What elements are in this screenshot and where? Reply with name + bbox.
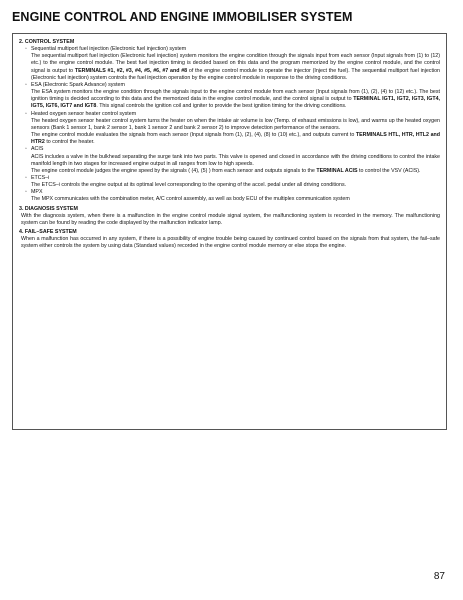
section-fail-safe-system bbox=[19, 229, 440, 250]
page-number: 87 bbox=[433, 571, 445, 582]
list-item bbox=[19, 46, 440, 82]
list-item bbox=[19, 189, 440, 203]
bullet-title: ◦ MPX bbox=[19, 189, 440, 196]
paragraph: The engine control module evaluates the signals from each sensor (Input signals from (1), (2), (4), (8) to (10) etc.), and outputs current to TERMINALS HTL, HTR, HTL2 and HTR2 to control the heater. bbox=[31, 132, 440, 146]
section-heading: 2. CONTROL SYSTEM bbox=[19, 39, 75, 45]
paragraph: The sequential multiport fuel injection (Electronic fuel injection) system monitors the engine condition through the signals input from each sensor (Input signals from (1) to (12) etc.) to the engine control module. The best fuel injection timing is decided based on this data and the program memorized by the engine control module, and the control signal is output to TERMINALS #1, #2, #3, #4, #5, #6, #7 and #8 of the engine control module to operate the injector (Inject the fuel). The sequential multiport fuel injection (Electronic fuel injection) system controls the fuel injection operation by the engine control module in response to the driving conditions. bbox=[31, 53, 441, 81]
section-heading: 4. FAIL–SAFE SYSTEM bbox=[19, 229, 77, 236]
section-heading: 3. DIAGNOSIS SYSTEM bbox=[19, 205, 78, 212]
paragraph: With the diagnosis system, when there is a malfunction in the engine control module signal system, the malfunctioning system is recorded in the memory. The malfunctioning system can be found by reading the code displayed by the malfunction indicator lamp. bbox=[21, 212, 440, 226]
bullet-title: ◦ ACIS bbox=[19, 146, 440, 153]
section-control-system bbox=[19, 39, 440, 204]
list-item bbox=[19, 82, 440, 111]
list-item bbox=[19, 175, 440, 189]
bullet-title: ◦ Sequential multiport fuel injection (Electronic fuel injection) system bbox=[19, 46, 440, 53]
section-diagnosis-system bbox=[19, 206, 440, 227]
paragraph: The engine control module judges the engine speed by the signals ( (4), (5) ) from each sensor and outputs signals to the TERMINAL ACIS to control the VSV (ACIS). bbox=[31, 167, 421, 174]
paragraph: The ESA system monitors the engine condition through the signals input to the engine control module from each sensor (Input signals from (1), (2), (4) to (12) etc.). The best ignition timing is decided according to this data and the memorized data in the engine control module, and the control signal is output to TERMINAL IGT1, IGT2, IGT3, IGT4, IGT5, IGT6, IGT7 and IGT8. This signal controls the ignition coil and igniter to provide the best ignition timing for the driving conditions. bbox=[31, 89, 440, 110]
bullet-title: ◦ ESA (Electronic Spark Advance) system bbox=[19, 82, 440, 89]
paragraph: ACIS includes a valve in the bulkhead separating the surge tank into two parts. This valve is opened and closed in accordance with the driving conditions to control the intake manifold length in two stages for increased engine output in all ranges from low to high speeds. bbox=[31, 153, 440, 167]
list-item bbox=[19, 111, 440, 147]
page-title: ENGINE CONTROL AND ENGINE IMMOBILISER SYSTEM bbox=[12, 10, 353, 24]
content-frame bbox=[12, 33, 447, 430]
paragraph: The MPX communicates with the combination meter, A/C control assembly, as well as body ECU of the multiplex communication system bbox=[31, 196, 350, 203]
paragraph: The ETCS–i controls the engine output at its optimal level corresponding to the opening of the accel. pedal under all driving conditions. bbox=[31, 182, 347, 189]
bullet-title: ◦ ETCS–i bbox=[19, 175, 440, 182]
paragraph: The heated oxygen sensor heater control system turns the heater on when the intake air volume is low (Temp. of exhaust emissions is low), and warms up the heated oxygen sensors (Bank 1 sensor 1, bank 2 sensor 1, bank 1 sensor 2 and bank 2 sensor 2) to improve detection performance of the sensors. bbox=[31, 117, 440, 131]
paragraph: When a malfunction has occurred in any system, if there is a possibility of engine trouble being caused by continued control based on the signals from that system, the fail–safe system either controls the system by using data (Standard values) recorded in the engine control module memory or else stops the engine. bbox=[21, 236, 440, 250]
bullet-title: ◦ Heated oxygen sensor heater control system bbox=[19, 111, 440, 118]
list-item bbox=[19, 146, 440, 175]
